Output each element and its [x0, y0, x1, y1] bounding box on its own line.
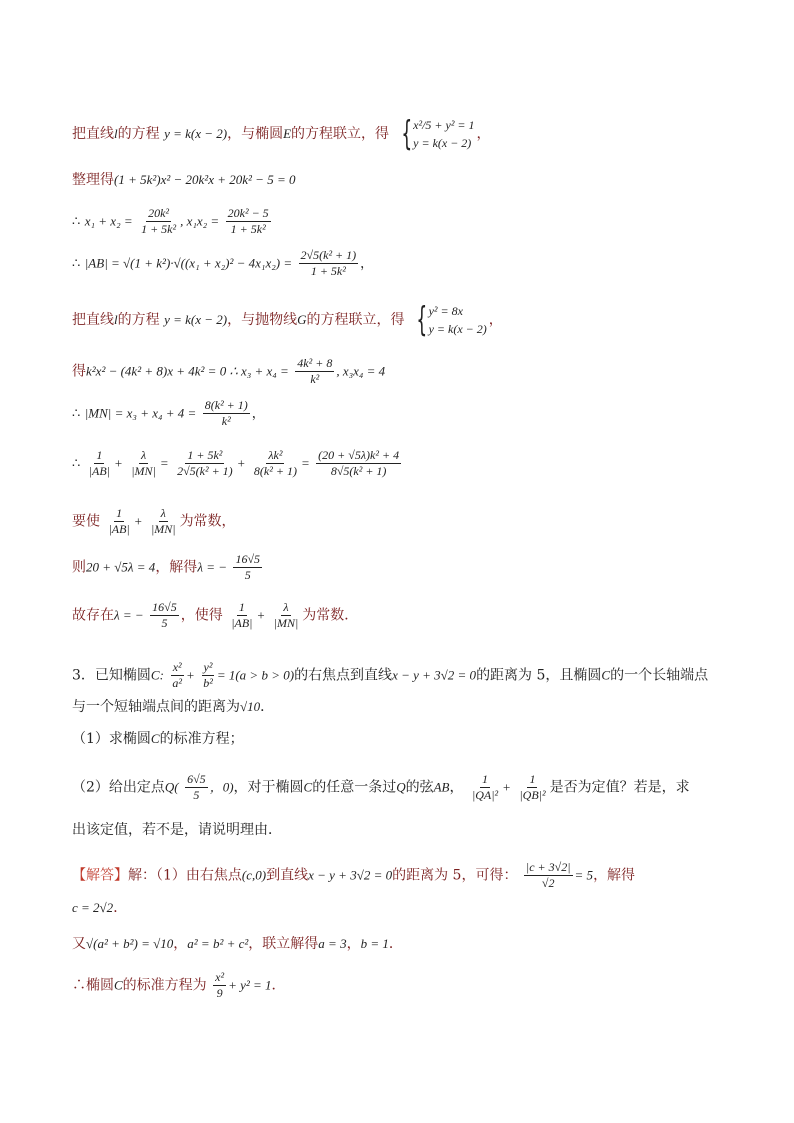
- answer-line-2: c = 2√2．: [72, 900, 128, 916]
- answer-line-1: 【解答】解：（1）由右焦点(c,0)到直线x − y + 3√2 = 0的距离为 5，可得： $\frac{|c + 3√2|}{√2}$ = 5，解得: [72, 860, 636, 890]
- math: E: [283, 126, 292, 141]
- answer-line-3: 又√(a² + b²) = √10，a² = b² + c²，联立解得a = 3，b = 1．: [72, 936, 403, 952]
- text: ，与椭圆: [227, 126, 284, 142]
- solution-line-10: 则20 + √5λ = 4，解得λ = − $\frac{16√5}{5}$: [72, 552, 261, 582]
- answer-line-4: ∴椭圆C的标准方程为 $\frac{\text{x²}}{9}$ + y² = 1．: [72, 970, 286, 1000]
- solution-line-7: ∴ |MN| = x₃ + x₄ + 4 = $\frac{\text{8(k² + 1)}}{\text{k²}}$ ，: [72, 398, 265, 428]
- question-3-line-1: 3．已知椭圆C: $\frac{\text{x²}}{\text{a²}}$ + $\frac{\text{y²}}{\text{b²}}$ = 1(a > b > 0)的右焦点到直线x − y + 3√2 = 0的距离为 5，且椭圆C的一个长轴端点: [72, 660, 709, 690]
- question-3-line-5: 出该定值，若不是，请说明理由．: [72, 822, 282, 838]
- answer-tag: 【解答】: [72, 867, 128, 884]
- solution-line-4: ∴ |AB| = √(1 + k²)·√((x₁ + x₂)² − 4x₁x₂) = $\frac{\text{2√5(k² + 1)}}{\text{1 + 5k²}}$ ，: [72, 248, 374, 278]
- equation-system: { y² = 8x y = k(x − 2): [416, 300, 487, 340]
- solution-line-1: 把直线l的方程 y = k(x − 2)，与椭圆E的方程联立，得 { x²/5 + y² = 1 y = k(x − 2) ，: [72, 114, 491, 154]
- text: 的方程: [117, 126, 160, 142]
- question-3-part-1: （1）求椭圆C的标准方程；: [72, 731, 244, 747]
- solution-line-9: 要使 $\frac{1}{|AB|}$ + $\frac{\lambda}{|MN|}$ 为常数，: [72, 506, 236, 536]
- math: (1 + 5k²)x² − 20k²x + 20k² − 5 = 0: [114, 172, 296, 187]
- question-3-line-2: 与一个短轴端点间的距离为√10．: [72, 699, 275, 715]
- solution-line-3: ∴ x₁ + x₂ = $\frac{\text{20k²}}{\text{1 + 5k²}}$ , x₁x₂ = $\frac{\text{20k² − 5}}{\text{1 + 5k²}}$: [72, 206, 269, 236]
- solution-line-8: ∴ $\frac{1}{|AB|}$ + $\frac{\lambda}{|MN|}$ = $\frac{\text{1 + 5k²}}{\text{2√5(k² + 1)}}$ + $\frac{\text{λk²}}{\text{8(k² + 1)}}$ = $\frac{\text{(20 + √5λ)k² + 4}}{\text{8√5(k² + 1)}}$: [72, 448, 400, 478]
- solution-line-2: 整理得(1 + 5k²)x² − 20k²x + 20k² − 5 = 0: [72, 172, 296, 188]
- text: 把直线: [72, 126, 114, 142]
- math: l: [114, 126, 118, 141]
- text: 的方程联立，得: [291, 126, 390, 142]
- question-3-part-2: （2）给出定点Q( $\frac{6√5}{5}$ ，0)，对于椭圆C的任意一条过Q的弦AB， $\frac{1}{\text{|QA|²}}$ + $\frac{1}{\text{|QB|²}}$ 是否为定值？若是，求: [72, 772, 690, 802]
- math: y = k(x − 2): [164, 126, 228, 141]
- solution-line-5: 把直线l的方程 y = k(x − 2)，与抛物线G的方程联立，得 { y² = 8x y = k(x − 2) ，: [72, 300, 503, 340]
- solution-line-6: 得k²x² − (4k² + 8)x + 4k² = 0 ∴ x₃ + x₄ = $\frac{\text{4k² + 8}}{\text{k²}}$ , x₃x₄ = 4: [72, 356, 386, 386]
- solution-line-11: 故存在λ = − $\frac{16√5}{5}$ ，使得 $\frac{1}{|AB|}$ + $\frac{\lambda}{|MN|}$ 为常数．: [72, 600, 359, 630]
- equation-system: { x²/5 + y² = 1 y = k(x − 2): [400, 114, 475, 154]
